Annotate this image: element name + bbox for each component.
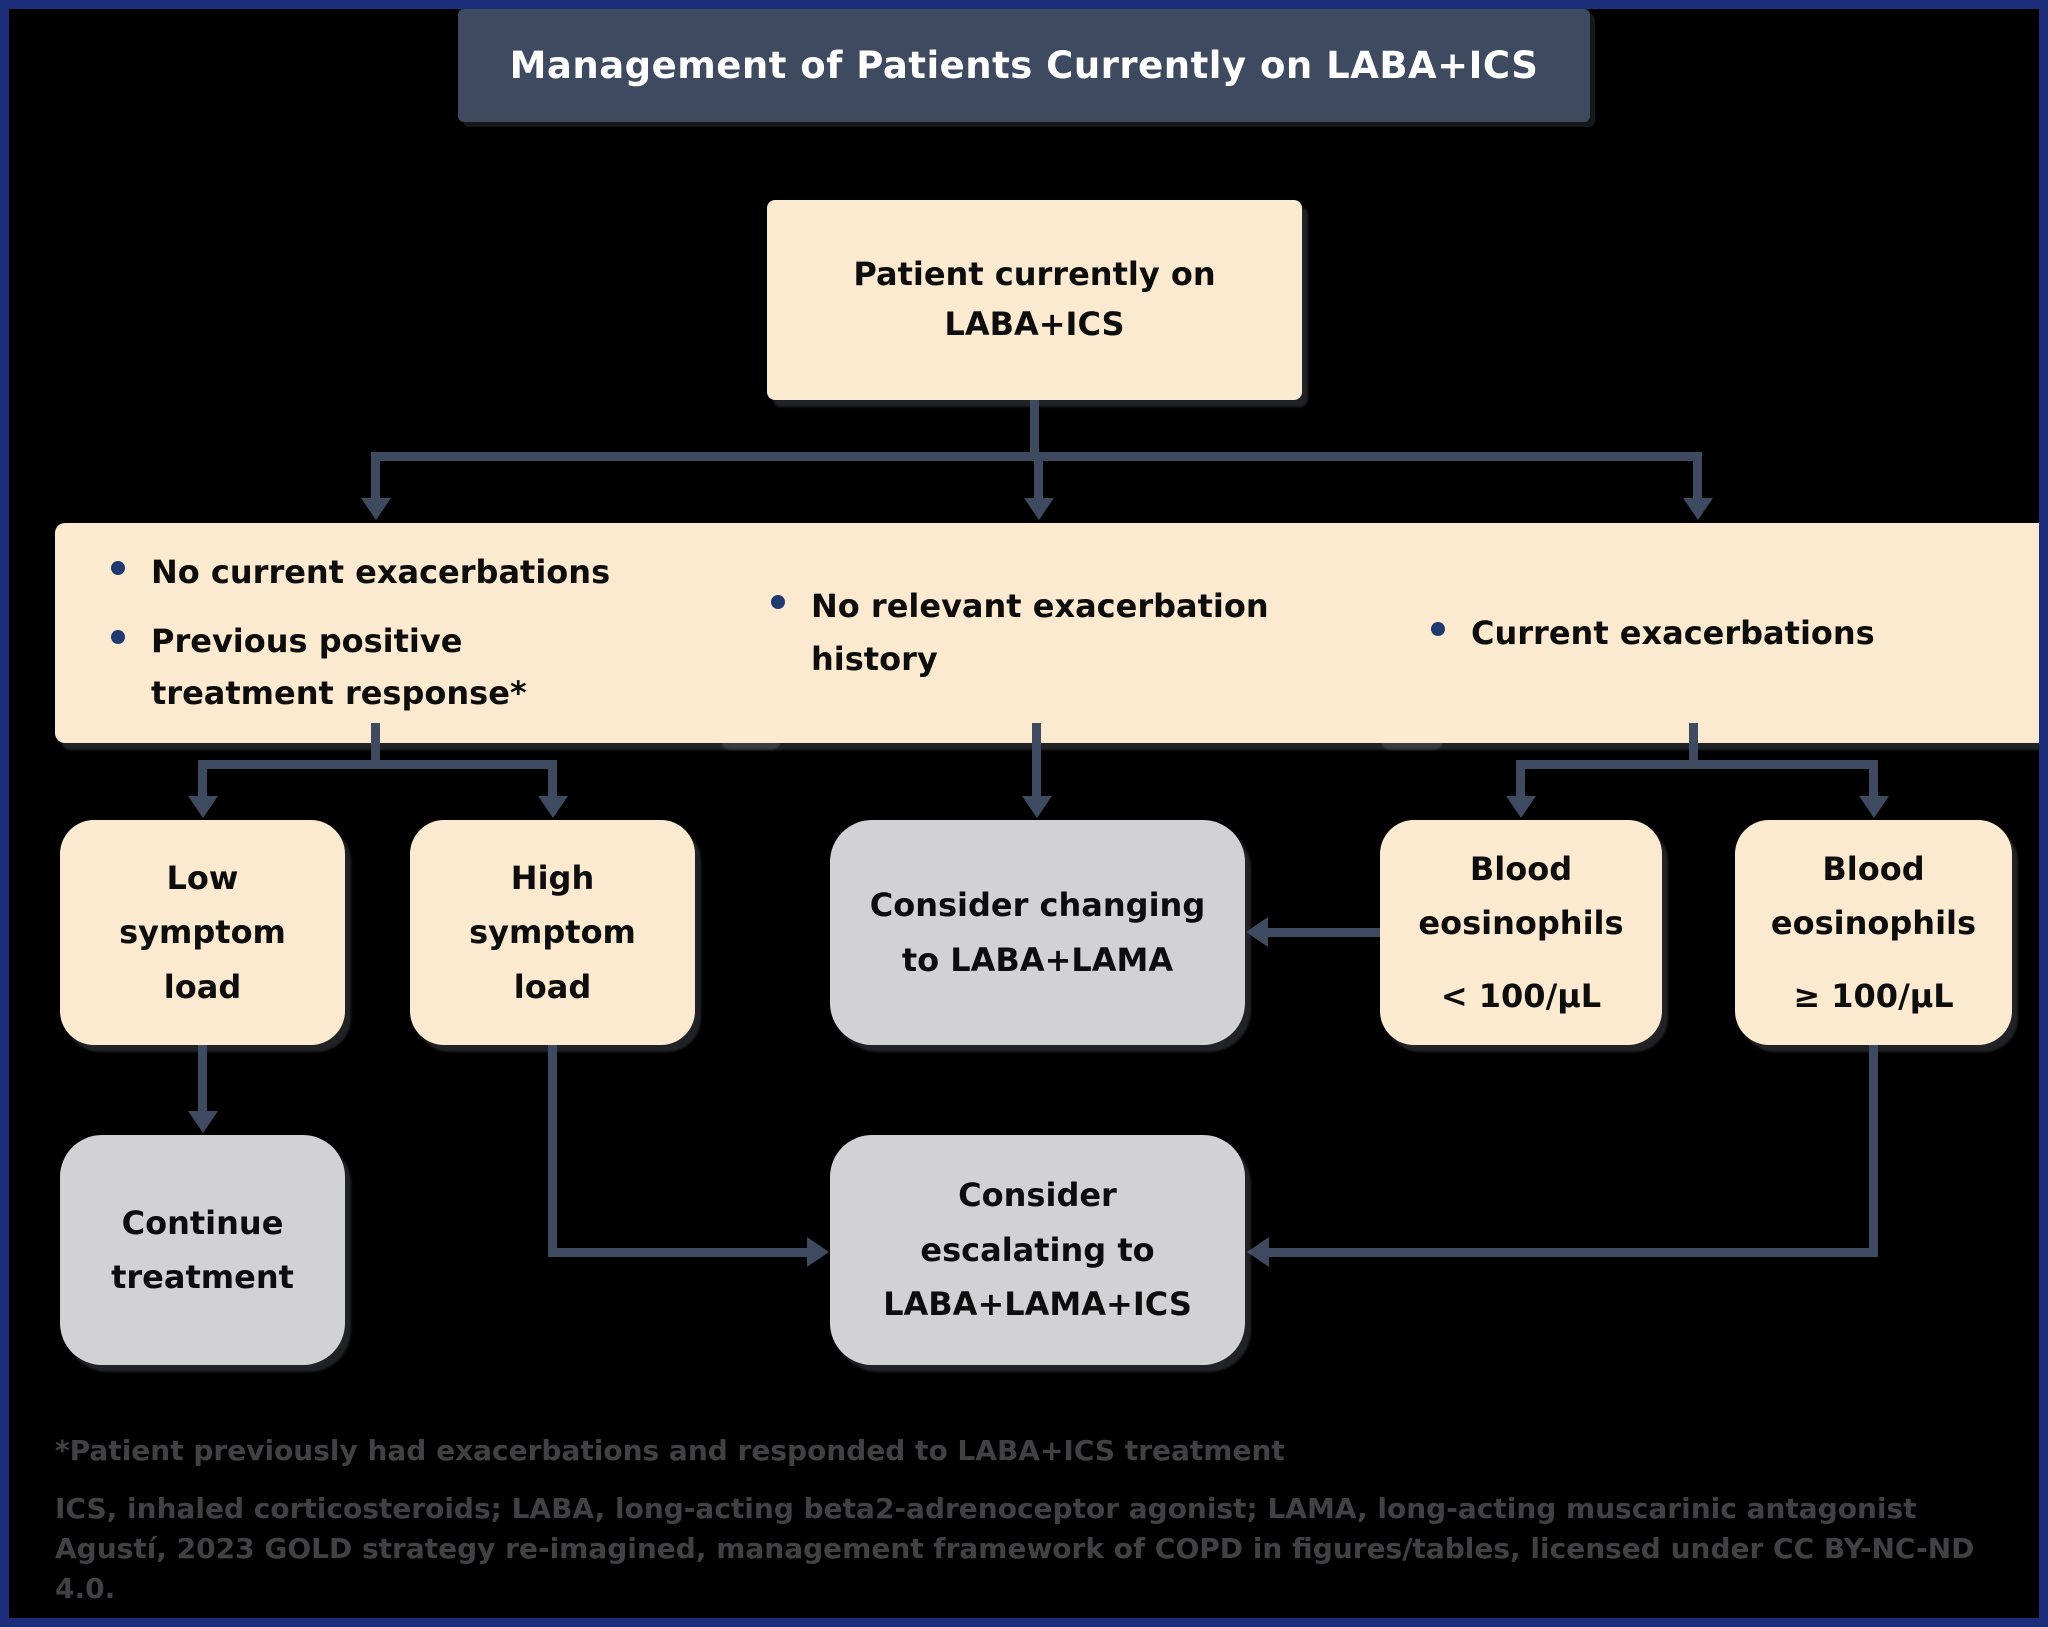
bullet-dot-icon <box>111 561 125 575</box>
footnote-abbreviations: ICS, inhaled corticosteroids; LABA, long-acting beta2-adrenoceptor agonist; LAMA, long-acting muscarinic antagonist <box>55 1492 1917 1525</box>
arrowhead-right-consider-escalating <box>807 1237 829 1267</box>
connector-middle-stem <box>1032 723 1041 801</box>
bullet-item <box>771 580 1281 686</box>
connector-drop-high-symptom <box>548 760 557 800</box>
connector-low-to-continue <box>198 1045 207 1115</box>
flow-box-root-line2: LABA+ICS <box>944 305 1125 343</box>
box-text-line: load <box>513 967 592 1006</box>
connector-drop-right <box>1693 452 1702 502</box>
bullet-dot-icon <box>111 630 125 644</box>
box-text-line: load <box>163 967 242 1006</box>
arrowhead-down-high-symptom <box>538 796 568 818</box>
connector-eoshigh-elbow-vertical <box>1869 1045 1878 1257</box>
flow-box-high-symptom <box>410 820 695 1045</box>
arrowhead-down-consider-changing <box>1022 796 1052 818</box>
arrowhead-left-consider-escalating <box>1247 1237 1269 1267</box>
box-text-line: symptom <box>469 913 636 952</box>
bullet-item <box>111 615 551 721</box>
connector-eoslow-to-changing <box>1268 928 1380 937</box>
connector-drop-middle <box>1034 452 1043 502</box>
footnote-source-line1: Agustí, 2023 GOLD strategy re-imagined, management framework of COPD in figures/tables, licensed under CC BY-NC-ND <box>55 1532 1975 1565</box>
arrowhead-down-low-symptom <box>188 796 218 818</box>
box-text-line: Continue <box>121 1203 284 1242</box>
bullet-text: Current exacerbations <box>1471 613 1875 652</box>
connector-high-elbow-vertical <box>548 1045 557 1257</box>
box-text-line: Consider changing <box>869 886 1206 925</box>
flow-box-continue-treatment <box>60 1135 345 1365</box>
connector-right-split-horizontal <box>1516 760 1878 769</box>
box-text-line: Consider <box>958 1176 1117 1215</box>
arrowhead-down-left-branch <box>361 498 391 520</box>
box-text-line: eosinophils <box>1770 904 1977 943</box>
arrowhead-down-continue-treatment <box>188 1111 218 1133</box>
box-text-line: Blood <box>1469 849 1573 888</box>
box-text-line: treatment <box>111 1258 294 1296</box>
bullet-text: No relevant exacerbation history <box>811 587 1269 678</box>
box-text-line: symptom <box>119 913 286 952</box>
connector-drop-low-symptom <box>198 760 207 800</box>
connector-drop-left <box>371 452 380 502</box>
box-text-line: High <box>510 858 595 897</box>
connector-left-split-horizontal <box>198 760 557 769</box>
connector-drop-eos-low <box>1516 760 1525 800</box>
flow-box-root-line1: Patient currently on <box>853 255 1216 294</box>
flow-box-no-relevant-history <box>715 523 1437 743</box>
arrowhead-down-middle-branch <box>1024 498 1054 520</box>
bullet-item <box>1431 607 1875 660</box>
title-bar <box>458 9 1590 122</box>
bullet-text: No current exacerbations <box>151 552 611 591</box>
footnote-asterisk: *Patient previously had exacerbations and responded to LABA+ICS treatment <box>55 1434 1285 1467</box>
arrowhead-down-right-branch <box>1683 498 1713 520</box>
bullet-item <box>111 546 610 599</box>
flow-box-low-symptom <box>60 820 345 1045</box>
diagram-title: Management of Patients Currently on LABA+ICS <box>509 44 1539 87</box>
flow-box-eos-at-least-100 <box>1735 820 2012 1045</box>
flow-box-consider-changing <box>830 820 1245 1045</box>
flow-box-current-exacerbations <box>1375 523 2048 743</box>
box-text-line: eosinophils <box>1418 904 1624 943</box>
box-text-line: < 100/μL <box>1440 976 1602 1015</box>
box-text-line: ≥ 100/μL <box>1793 976 1954 1015</box>
box-text-line: Low <box>166 858 239 897</box>
flow-box-consider-escalating <box>830 1135 1245 1365</box>
bullet-dot-icon <box>771 595 785 609</box>
flow-box-no-current-exacerbations <box>55 523 775 743</box>
flow-box-root <box>767 200 1302 400</box>
bullet-text: Previous positive treatment response* <box>151 621 527 713</box>
arrowhead-down-eos-low <box>1506 796 1536 818</box>
bullet-dot-icon <box>1431 622 1445 636</box>
arrowhead-down-eos-high <box>1859 796 1889 818</box>
flow-box-eos-below-100 <box>1380 820 1662 1045</box>
box-text-line: to LABA+LAMA <box>901 940 1174 979</box>
box-text-line: escalating to <box>920 1230 1155 1269</box>
connector-drop-eos-high <box>1869 760 1878 800</box>
footnote-source-line2: 4.0. <box>55 1572 116 1605</box>
connector-eoshigh-elbow-horizontal <box>1268 1248 1878 1257</box>
box-text-line: LABA+LAMA+ICS <box>883 1285 1192 1324</box>
arrowhead-left-consider-changing <box>1246 917 1268 947</box>
connector-high-elbow-horizontal <box>548 1248 807 1257</box>
box-text-line: Blood <box>1822 849 1925 888</box>
